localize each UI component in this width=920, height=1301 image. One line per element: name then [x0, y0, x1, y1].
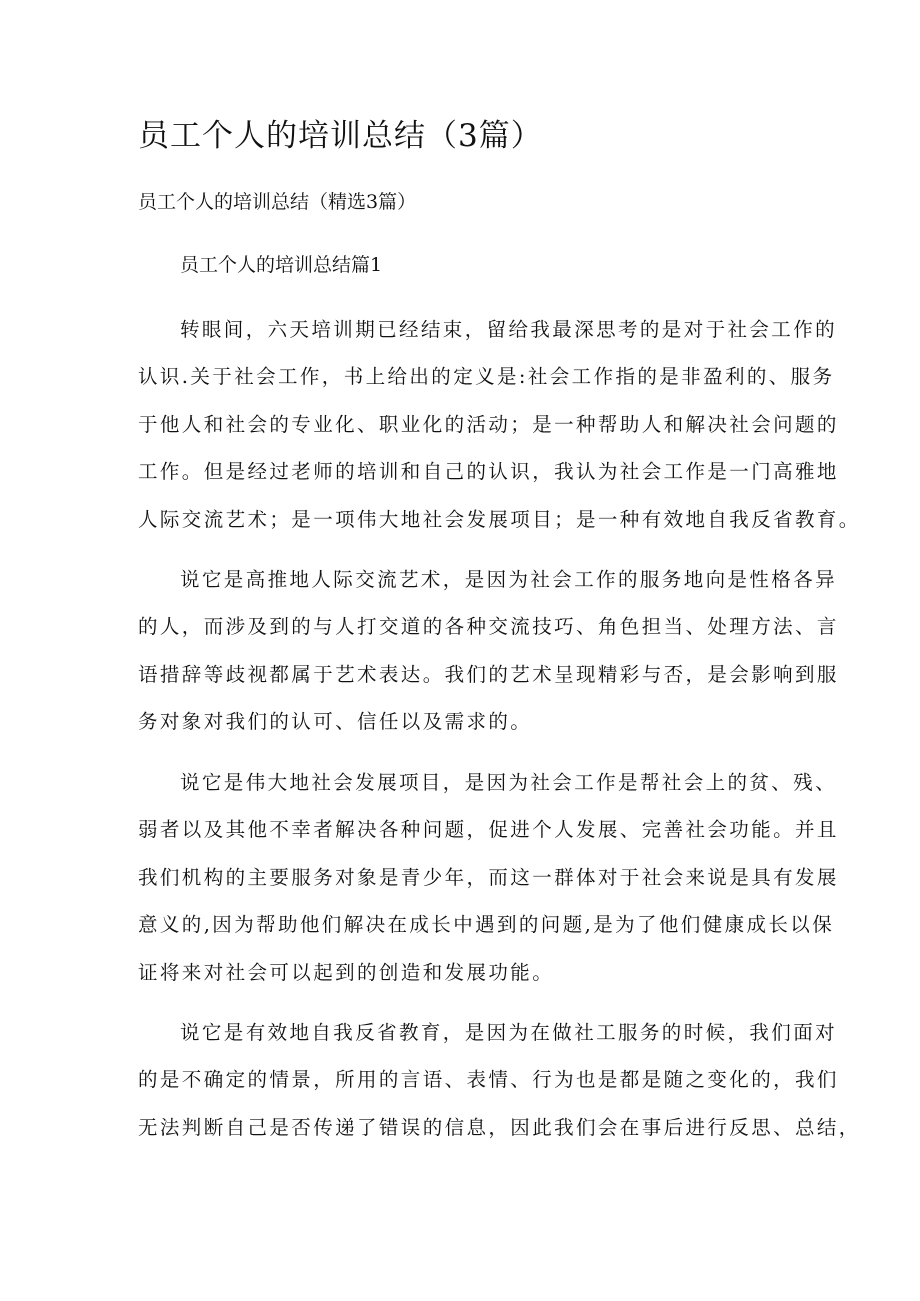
document-title: 员工个人的培训总结（3篇）	[138, 118, 543, 154]
paragraph-line: 务对象对我们的认可、信任以及需求的。	[138, 710, 533, 734]
paragraph-line: 证将来对社会可以起到的创造和发展功能。	[138, 960, 555, 984]
paragraph-3	[138, 759, 839, 996]
paragraph-line: 无法判断自己是否传递了错误的信息，因此我们会在事后进行反思、总结，	[138, 1115, 861, 1139]
paragraph-line: 的人，而涉及到的与人打交道的各种交流技巧、角色担当、处理方法、言	[138, 615, 839, 639]
paragraph-line: 说它是有效地自我反省教育，是因为在做社工服务的时候，我们面对	[180, 1021, 838, 1044]
paragraph-2	[138, 556, 839, 746]
section-heading: 员工个人的培训总结篇1	[180, 254, 383, 276]
paragraph-line: 人际交流艺术；是一项伟大地社会发展项目；是一种有效地自我反省教育。	[138, 507, 861, 531]
paragraph-line: 我们机构的主要服务对象是青少年，而这一群体对于社会来说是具有发展	[138, 865, 839, 889]
paragraph-line: 的是不确定的情景，所用的言语、表情、行为也是都是随之变化的，我们	[138, 1068, 839, 1092]
paragraph-line: 弱者以及其他不幸者解决各种问题，促进个人发展、完善社会功能。并且	[138, 818, 839, 842]
paragraph-line: 转眼间，六天培训期已经结束，留给我最深思考的是对于社会工作的	[180, 318, 838, 341]
paragraph-line: 语措辞等歧视都属于艺术表达。我们的艺术呈现精彩与否，是会影响到服	[138, 662, 839, 686]
paragraph-line: 说它是伟大地社会发展项目，是因为社会工作是帮社会上的贫、残、	[180, 771, 838, 794]
paragraph-line: 于他人和社会的专业化、职业化的活动；是一种帮助人和解决社会问题的	[138, 412, 839, 436]
paragraph-4	[138, 1009, 861, 1151]
paragraph-line: 认识.关于社会工作，书上给出的定义是:社会工作指的是非盈利的、服务	[138, 365, 835, 389]
document-subtitle: 员工个人的培训总结（精选3篇）	[138, 191, 417, 213]
paragraph-1	[138, 306, 861, 543]
paragraph-line: 说它是高推地人际交流艺术，是因为社会工作的服务地向是性格各异	[180, 568, 838, 591]
paragraph-line: 工作。但是经过老师的培训和自己的认识，我认为社会工作是一门高雅地	[138, 460, 839, 484]
paragraph-line: 意义的,因为帮助他们解决在成长中遇到的问题,是为了他们健康成长以保	[138, 913, 835, 937]
